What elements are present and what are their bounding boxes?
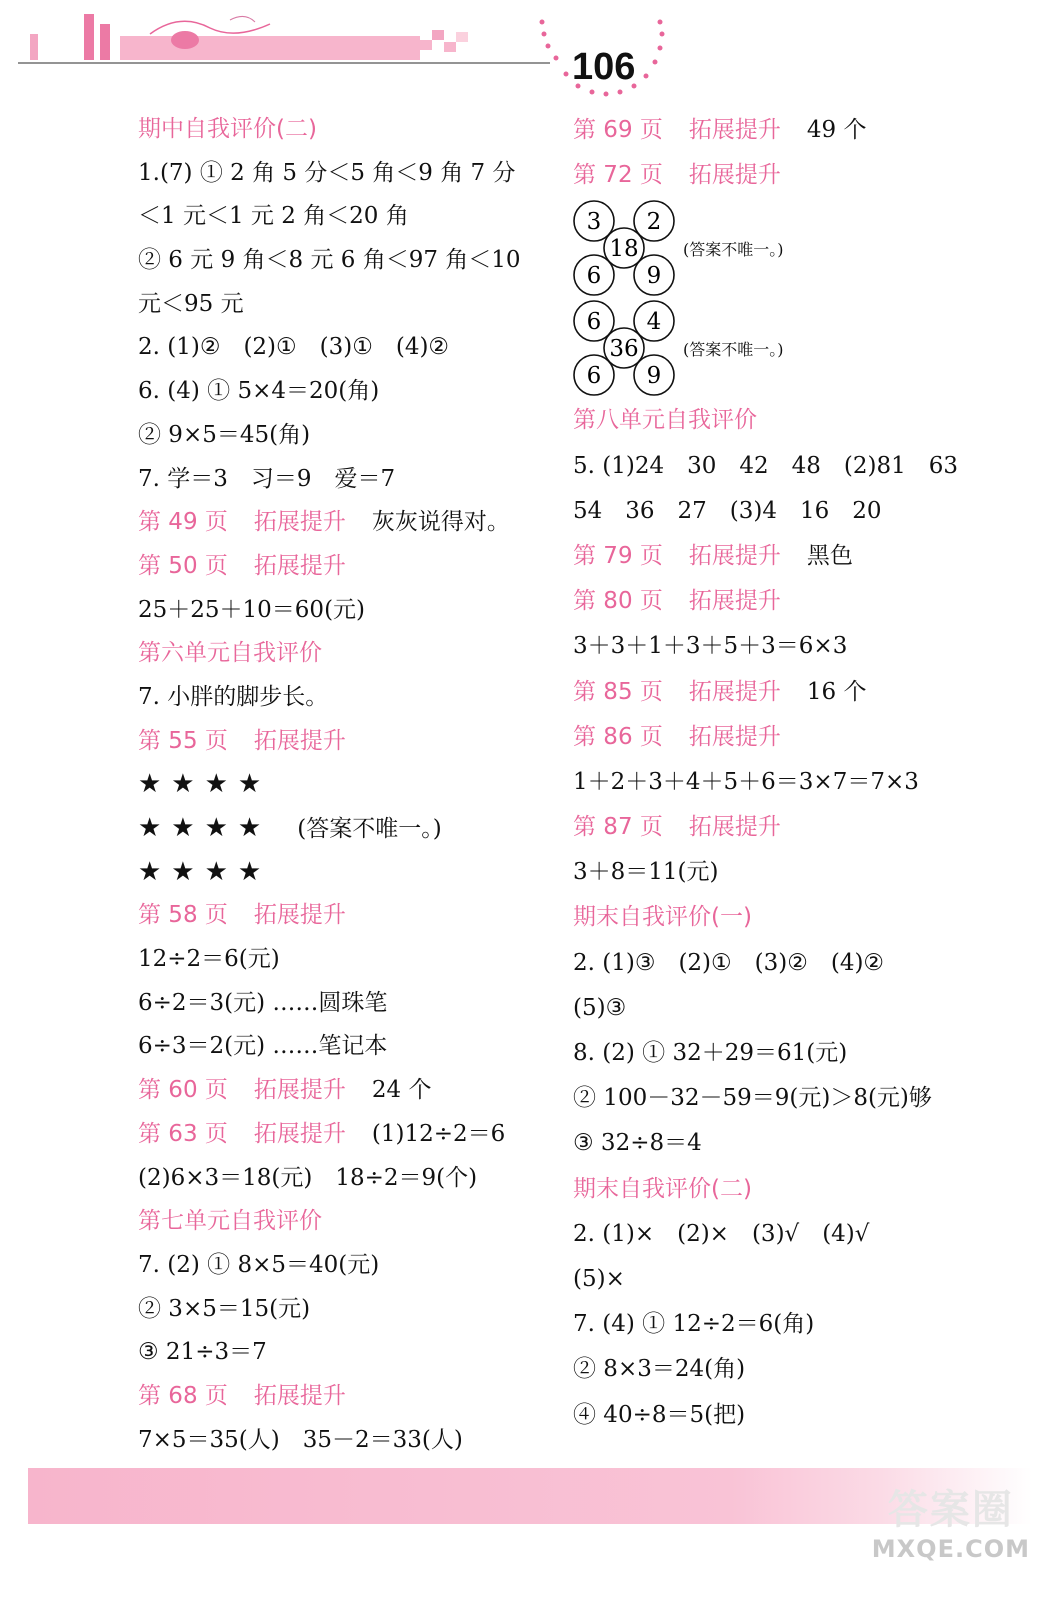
watermark [872, 1478, 1030, 1563]
page-ref: 第 69 页 [573, 117, 663, 143]
star-row [138, 763, 548, 807]
page-ref: 第 80 页 [573, 588, 663, 615]
extension-answer: (1)12÷2＝6 [371, 1120, 506, 1147]
extension-answer: 24 个 [371, 1077, 432, 1104]
answer-text: 7. (4) ① 12÷2＝6(角) [573, 1311, 815, 1338]
answer-text: ④ 40÷8＝5(把) [573, 1401, 746, 1428]
answer-text: 3＋8＝11(元) [573, 859, 719, 886]
answer-text: (2)6×3＝18(元) 18÷2＝9(个) [138, 1164, 478, 1191]
page-ref: 第 85 页 [573, 678, 663, 705]
answer-text: 5. (1)24 30 42 48 (2)81 63 [573, 452, 959, 479]
answer-line [138, 1025, 548, 1069]
extension-line [138, 1069, 548, 1113]
section-title: 第八单元自我评价 [573, 407, 757, 434]
circle-number-br: 9 [646, 263, 662, 290]
answer-line [138, 239, 548, 283]
page-ref: 第 72 页 [573, 162, 663, 189]
extension-answer: 灰灰说得对。 [371, 509, 510, 536]
section-title: 期中自我评价(二) [138, 116, 317, 142]
extension-title: 拓展提升 [253, 727, 346, 754]
extension-line [573, 670, 1013, 715]
section-heading [138, 632, 548, 676]
extension-title: 拓展提升 [688, 588, 781, 615]
section-heading [573, 398, 1013, 443]
answer-line [573, 444, 1013, 489]
star-row [138, 807, 548, 851]
extension-line [138, 720, 548, 764]
answer-line [138, 982, 548, 1026]
extension-line [573, 715, 1013, 760]
section-heading [573, 895, 1013, 940]
page-ref: 第 49 页 [138, 509, 228, 536]
circle-number-bl: 6 [586, 363, 602, 390]
circle-number-bl: 6 [586, 263, 602, 290]
circle-number-tl: 6 [586, 309, 602, 336]
answer-text: ② 6 元 9 角＜8 元 6 角＜97 角＜10 [138, 247, 521, 274]
extension-line [138, 894, 548, 938]
extension-answer: 49 个 [806, 117, 867, 143]
answer-line [138, 1419, 548, 1463]
circle-puzzle [573, 300, 683, 396]
extension-line [138, 1375, 548, 1419]
answer-line [573, 489, 1013, 534]
extension-title: 拓展提升 [253, 1382, 346, 1409]
answer-text: 1.(7) ① 2 角 5 分＜5 角＜9 角 7 分 [138, 159, 516, 186]
answer-text: 12÷2＝6(元) [138, 946, 280, 973]
page-ref: 第 60 页 [138, 1077, 228, 1104]
extension-title: 拓展提升 [688, 814, 781, 841]
answer-text: (5)× [573, 1265, 625, 1292]
answer-text: 元＜95 元 [138, 290, 244, 317]
answer-line [138, 326, 548, 370]
extension-line [573, 534, 1013, 579]
page-ref: 第 50 页 [138, 552, 228, 579]
answer-line [138, 458, 548, 502]
answer-text: 7. 学＝3 习＝9 爱＝7 [138, 465, 396, 492]
answer-line [138, 414, 548, 458]
extension-line [138, 501, 548, 545]
answer-line [573, 986, 1013, 1031]
page-ref: 第 79 页 [573, 542, 663, 569]
answer-line [573, 1076, 1013, 1121]
stars: ★★★★ [138, 769, 272, 800]
answer-line [138, 1331, 548, 1375]
answer-line [138, 370, 548, 414]
header-decoration [0, 0, 1060, 110]
page-ref: 第 87 页 [573, 814, 663, 841]
extension-title: 拓展提升 [253, 509, 346, 536]
answer-line [138, 195, 548, 239]
answer-line [138, 938, 548, 982]
circle-number-tr: 2 [646, 209, 662, 236]
extension-line [573, 579, 1013, 624]
watermark-logo: 答案圈 [887, 1487, 1014, 1533]
answer-text: ＜1 元＜1 元 2 角＜20 角 [138, 203, 409, 230]
answer-line [138, 1244, 548, 1288]
extension-title: 拓展提升 [253, 1120, 346, 1147]
extension-answer: 16 个 [806, 678, 867, 705]
extension-line [138, 1113, 548, 1157]
right-column [573, 108, 1013, 1438]
answer-note: (答案不唯一。) [683, 239, 784, 259]
answer-line [573, 941, 1013, 986]
answer-note: (答案不唯一。) [683, 339, 784, 359]
answer-text: ② 100－32－59＝9(元)＞8(元)够 [573, 1085, 932, 1112]
extension-line [573, 108, 1013, 153]
page-ref: 第 55 页 [138, 727, 228, 754]
section-title: 第七单元自我评价 [138, 1208, 322, 1235]
extension-answer: 黑色 [806, 542, 853, 569]
section-heading [138, 1200, 548, 1244]
answer-line [138, 152, 548, 196]
circle-number-center: 36 [609, 336, 639, 363]
circle-puzzle [573, 200, 683, 296]
section-title: 第六单元自我评价 [138, 640, 322, 667]
answer-text: 1＋2＋3＋4＋5＋6＝3×7＝7×3 [573, 768, 919, 795]
answer-text: 2. (1)× (2)× (3)√ (4)√ [573, 1220, 870, 1247]
extension-title: 拓展提升 [688, 117, 781, 143]
extension-title: 拓展提升 [688, 678, 781, 705]
page-ref: 第 63 页 [138, 1120, 228, 1147]
extension-line [573, 153, 1013, 198]
answer-line [573, 1302, 1013, 1347]
answer-text: 6. (4) ① 5×4＝20(角) [138, 378, 380, 405]
extension-title: 拓展提升 [688, 542, 781, 569]
answer-line [573, 760, 1013, 805]
answer-note: (答案不唯一。) [297, 816, 442, 842]
circle-number-br: 9 [646, 363, 662, 390]
page-number: 106 [572, 46, 636, 88]
page-ref: 第 86 页 [573, 723, 663, 750]
extension-title: 拓展提升 [253, 1077, 346, 1104]
answer-text: ③ 32÷8＝4 [573, 1130, 702, 1157]
answer-line [138, 1288, 548, 1332]
section-heading [573, 1167, 1013, 1212]
answer-line [573, 1031, 1013, 1076]
circle-number-tr: 4 [646, 309, 662, 336]
page-ref: 第 68 页 [138, 1382, 228, 1409]
answer-text: 8. (2) ① 32＋29＝61(元) [573, 1040, 848, 1066]
left-column [138, 108, 548, 1462]
answer-line [138, 1157, 548, 1201]
answer-line [573, 1212, 1013, 1257]
answer-text: 2. (1)③ (2)① (3)② (4)② [573, 949, 885, 976]
circle-puzzle-row [573, 198, 1013, 298]
answer-text: ② 9×5＝45(角) [138, 421, 311, 448]
answer-line [573, 1347, 1013, 1392]
answer-line [573, 1257, 1013, 1302]
extension-line [573, 805, 1013, 850]
extension-title: 拓展提升 [253, 902, 346, 929]
answer-text: ② 8×3＝24(角) [573, 1356, 746, 1383]
answer-text: 54 36 27 (3)4 16 20 [573, 497, 882, 524]
circle-number-center: 18 [609, 236, 639, 263]
circle-puzzle-row [573, 298, 1013, 398]
answer-line [138, 676, 548, 720]
answer-text: 6÷2＝3(元) ……圆珠笔 [138, 989, 388, 1016]
answer-text: ③ 21÷3＝7 [138, 1339, 267, 1366]
answer-text: 7×5＝35(人) 35－2＝33(人) [138, 1426, 463, 1453]
star-row [138, 851, 548, 895]
page-ref: 第 58 页 [138, 902, 228, 929]
answer-text: 3＋3＋1＋3＋5＋3＝6×3 [573, 633, 848, 660]
answer-text: 7. 小胖的脚步长。 [138, 683, 329, 710]
answer-text: 7. (2) ① 8×5＝40(元) [138, 1251, 380, 1278]
stars: ★★★★ [138, 856, 272, 887]
extension-title: 拓展提升 [253, 552, 346, 579]
answer-text: 6÷3＝2(元) ……笔记本 [138, 1033, 388, 1060]
section-title: 期末自我评价(二) [573, 1175, 752, 1202]
answer-line [138, 589, 548, 633]
answer-line [573, 850, 1013, 895]
answer-text: ② 3×5＝15(元) [138, 1295, 311, 1322]
answer-text: (5)③ [573, 994, 627, 1021]
answer-line [573, 624, 1013, 669]
answer-text: 25＋25＋10＝60(元) [138, 596, 366, 623]
answer-line [573, 1393, 1013, 1438]
stars: ★★★★ [138, 813, 272, 843]
extension-title: 拓展提升 [688, 162, 781, 189]
answer-text: 2. (1)② (2)① (3)① (4)② [138, 334, 450, 361]
section-title: 期末自我评价(一) [573, 904, 752, 931]
extension-title: 拓展提升 [688, 723, 781, 750]
circle-number-tl: 3 [586, 209, 602, 236]
answer-line [138, 283, 548, 327]
answer-line [573, 1121, 1013, 1166]
extension-line [138, 545, 548, 589]
watermark-url: MXQE.COM [871, 1535, 1030, 1563]
section-heading [138, 108, 548, 152]
